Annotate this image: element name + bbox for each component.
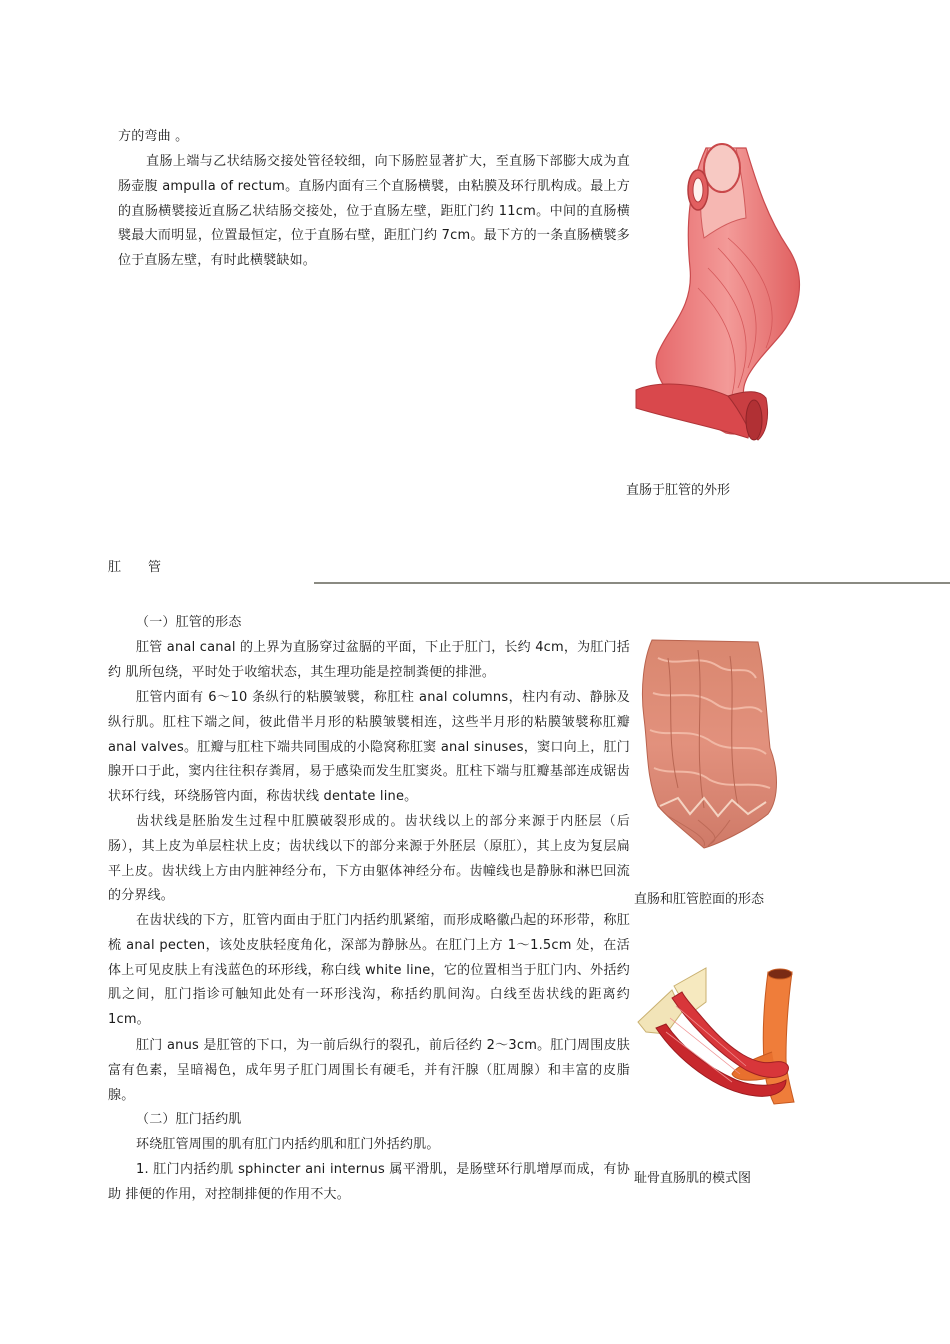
puborectalis-illustration [636, 962, 808, 1112]
paragraph-anus: 肛门 anus 是肛管的下口，为一前后纵行的裂孔，前后径约 2～3cm。肛门周围皮肤富有色素，呈暗褐色，成年男子肛门周围长有硬毛，并有汗腺（肛周腺）和丰富的皮脂腺。 [108, 1038, 630, 1103]
puborectalis-figure [636, 962, 808, 1112]
subheading-anal-canal-form: （一）肛管的形态 [136, 615, 242, 630]
rectum-paragraph: 直肠上端与乙状结肠交接处管径较细，向下肠腔显著扩大，至直肠下部膨大成为直肠壶腹 ampulla of rectum。直肠内面有三个直肠横襞，由粘膜及环行肌构成。最上方的直肠横襞接近直肠乙状结肠交接处，位于直肠左壁，距肛门约 11cm。中间的直肠横襞最大而明显，位置最恒定，位于直肠右壁，距肛门约 7cm。最下方的一条直肠横襞多位于直肠左壁，有时此横襞缺如。 [118, 154, 630, 269]
section-title [108, 558, 162, 578]
paragraph-internal-sphincter: 1. 肛门内括约肌 sphincter ani internus 属平滑肌，是肠壁环行肌增厚而成，有协助 排便的作用，对控制排便的作用不大。 [108, 1162, 630, 1202]
rectum-lumen-figure [638, 638, 780, 850]
section-title-char-2: 管 [148, 560, 163, 575]
rectum-illustration [628, 128, 808, 448]
paragraph-sphincters-intro: 环绕肛管周围的肌有肛门内括约肌和肛门外括约肌。 [136, 1137, 440, 1152]
rectum-lumen-caption: 直肠和肛管腔面的形态 [634, 892, 765, 907]
paragraph-dentate-line: 齿状线是胚胎发生过程中肛膜破裂形成的。齿状线以上的部分来源于内胚层（后肠），其上皮为单层柱状上皮；齿状线以下的部分来源于外胚层（原肛），其上皮为复层扁平上皮。齿状线上方由内脏神经分布，下方由躯体神经分布。齿幢线也是静脉和淋巴回流的分界线。 [108, 814, 630, 904]
section-title-char-1: 肛 [108, 560, 123, 575]
continuation-text: 方的弯曲 。 [118, 129, 189, 144]
paragraph-anal-canal: 肛管 anal canal 的上界为直肠穿过盆膈的平面，下止于肛门，长约 4cm，为肛门括约 肌所包绕，平时处于收缩状态，其生理功能是控制粪便的排泄。 [108, 640, 630, 680]
rectum-exterior-figure [628, 128, 808, 448]
paragraph-anal-columns: 肛管内面有 6～10 条纵行的粘膜皱襞，称肛柱 anal columns，柱内有动、静脉及纵行肌。肛柱下端之间，彼此借半月形的粘膜皱襞相连，这些半月形的粘膜皱襞称肛瓣 anal valves。肛瓣与肛柱下端共同围成的小隐窝称肛窦 anal sinuses，窦口向上，肛门腺开口于此，窦内往往积存粪屑，易于感染而发生肛窦炎。肛柱下端与肛瓣基部连成锯齿状环行线，环绕肠管内面，称齿状线 dentate line。 [108, 690, 630, 805]
subheading-sphincter: （二）肛门括约肌 [136, 1112, 242, 1127]
rectum-exterior-caption: 直肠于肛管的外形 [626, 483, 731, 498]
puborectalis-caption: 耻骨直肠肌的模式图 [634, 1171, 752, 1186]
section-divider [314, 582, 950, 584]
lumen-illustration [638, 638, 780, 850]
paragraph-anal-pecten: 在齿状线的下方，肛管内面由于肛门内括约肌紧缩，而形成略徽凸起的环形带，称肛梳 anal pecten，该处皮肤轻度角化，深部为静脉丛。在肛门上方 1～1.5cm 处，在活体上可见皮肤上有浅蓝色的环形线，称白线 white line，它的位置相当于肛门内、外括约肌之间，肛门指诊可触知此处有一环形浅沟，称括约肌间沟。白线至齿状线的距离约 1cm。 [108, 913, 630, 1028]
